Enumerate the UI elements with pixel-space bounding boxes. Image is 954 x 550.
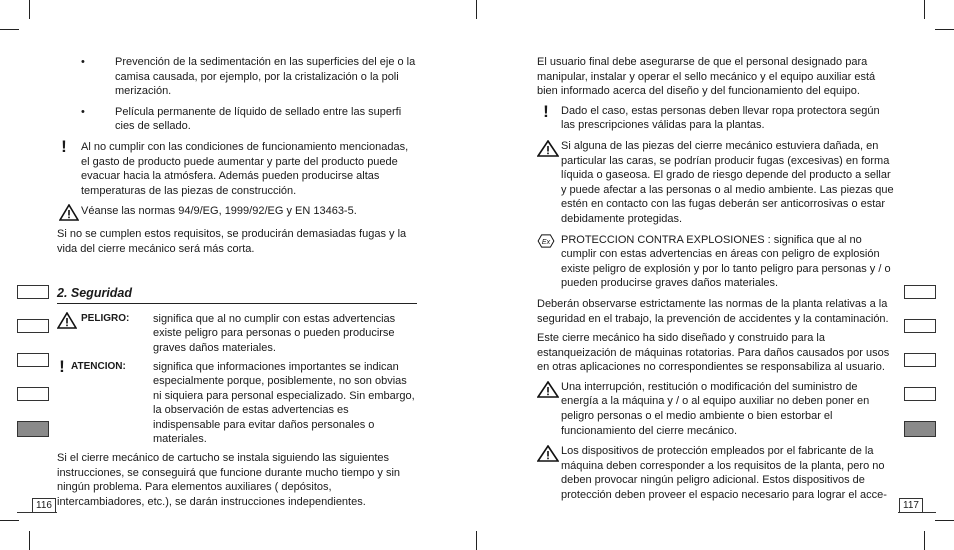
warning-note bbox=[537, 380, 896, 438]
chapter-tab bbox=[17, 285, 49, 299]
note-text: Una interrupción, restitución o modificación del suministro de energía a la máquina y / o al equipo auxiliar no deben poner en peligro personas o el medio ambiente o bien estorbar el funcionamiento del cierre mecánico. bbox=[561, 380, 870, 437]
ex-hexagon-icon bbox=[537, 234, 555, 253]
chapter-tab bbox=[904, 387, 936, 401]
chapter-tab bbox=[904, 285, 936, 299]
body-paragraph: Si no se cumplen estos requisitos, se producirán demasiadas fugas y la vida del cierre mecánico será más corta. bbox=[57, 227, 407, 255]
note-text: Si alguna de las piezas del cierre mecánico estuviera dañada, en particular las caras, se podrían producir fugas (excesivas) en forma líquida o gaseosa. El grado de riesgo depende del producto a sellar y puede afectar a las personas o al medio ambiente. Las piezas que estén en contacto con las fugas deberán ser anticorrosivas o estar debidamente protegidas. bbox=[561, 139, 894, 225]
note-text: PROTECCION CONTRA EXPLOSIONES : significa que al no cumplir con estas advertencias en áreas con peligro de explosión existe peligro de explosión y por lo tanto peligro para personas y / o pueden producirse graves daños materiales. bbox=[561, 233, 891, 290]
warning-note bbox=[537, 139, 896, 227]
definition-term bbox=[57, 312, 153, 335]
crop-mark bbox=[476, 0, 477, 19]
attention-note bbox=[537, 101, 896, 133]
bullet-dot: • bbox=[81, 105, 85, 118]
page-number: 117 bbox=[899, 498, 923, 513]
exclamation-icon: ! bbox=[61, 136, 67, 156]
crop-mark bbox=[29, 0, 30, 19]
crop-mark bbox=[0, 29, 19, 30]
crop-mark bbox=[924, 0, 925, 19]
section-title: 2. Seguridad bbox=[57, 286, 417, 304]
crop-mark bbox=[0, 520, 19, 521]
crop-mark bbox=[935, 29, 954, 30]
attention-note bbox=[57, 136, 417, 198]
page-number: 116 bbox=[32, 498, 56, 513]
crop-mark bbox=[935, 520, 954, 521]
ex-symbol-text: Ex bbox=[541, 238, 551, 246]
warning-triangle-icon bbox=[57, 312, 77, 335]
warning-triangle-icon bbox=[537, 381, 559, 403]
body-paragraph: Este cierre mecánico ha sido diseñado y construido para la estanqueización de máquinas rotatorias. Para daños causados por usos en otras aplicaciones no correspondientes se responsabiliza al usuario. bbox=[537, 332, 890, 374]
left-chapter-tabs bbox=[17, 285, 49, 457]
chapter-tab bbox=[17, 319, 49, 333]
list-item bbox=[57, 55, 417, 99]
definition-atencion bbox=[57, 356, 417, 448]
body-paragraph: Si el cierre mecánico de cartucho se instala siguiendo las siguientes instrucciones, se conseguirá que funcione durante mucho tiempo y sin ningún problema. Para elementos auxiliares ( depósitos, intercambiadores, etc.), se darán instrucciones independientes. bbox=[57, 452, 401, 508]
right-chapter-tabs bbox=[904, 285, 936, 457]
note-text: Los dispositivos de protección empleados por el fabricante de la máquina deben corresponder a los requisitos de la planta, pero no deben provocar ningún peligro adicional. Estos dispositivos de protección deben proveer el espacio necesario para lograr el acce- bbox=[561, 445, 887, 502]
note-text: Véanse las normas 94/9/EG, 1999/92/EG y EN 13463-5. bbox=[81, 205, 357, 218]
warning-note bbox=[537, 444, 896, 502]
page-number-rule bbox=[17, 512, 57, 513]
note-text: Al no cumplir con las condiciones de funcionamiento mencionadas, el gasto de producto puede aumentar y parte del producto puede evacuar hacia la atmósfera. Además pueden producirse altas temperaturas de las piezas de construcción. bbox=[81, 140, 409, 197]
chapter-tab bbox=[904, 353, 936, 367]
definition-list bbox=[57, 312, 417, 447]
right-page bbox=[537, 55, 896, 509]
warning-triangle-icon bbox=[537, 445, 559, 467]
bullet-dot: • bbox=[81, 56, 85, 68]
page-number-rule bbox=[898, 512, 936, 513]
warning-note bbox=[57, 204, 417, 219]
exclamation-icon: ! bbox=[59, 356, 65, 376]
chapter-tab bbox=[904, 319, 936, 333]
crop-mark bbox=[29, 531, 30, 550]
warning-triangle-icon bbox=[59, 204, 79, 226]
explosion-note bbox=[537, 233, 896, 291]
body-paragraph: El usuario final debe asegurarse de que el personal designado para manipular, instalar y operar el sello mecánico y el equipo auxiliar está bien informado acerca del diseño y del funcionamiento del equipo. bbox=[537, 56, 876, 98]
chapter-tab bbox=[17, 387, 49, 401]
list-item bbox=[57, 105, 417, 134]
bullet-text: Prevención de la sedimentación en las superficies del eje o la camisa causada, por ejemplo, por la cristalización o la poli merización. bbox=[115, 56, 416, 98]
note-text: Dado el caso, estas personas deben llevar ropa protectora según las prescripciones válidas para la plantas. bbox=[561, 104, 880, 132]
exclamation-icon: ! bbox=[543, 101, 549, 121]
term-label: PELIGRO: bbox=[81, 312, 130, 324]
chapter-tab-active bbox=[904, 421, 936, 437]
definition-desc: significa que informaciones importantes se indican especialmente porque, posiblemente, no son obvias ni siquiera para personal especializado. Sin embargo, la observación de estas advertencias es indispensable para evitar daños personales o materiales. bbox=[153, 360, 415, 446]
warning-triangle-icon bbox=[537, 140, 559, 162]
bullet-text: Película permanente de líquido de sellado entre las superfi cies de sellado. bbox=[115, 105, 402, 133]
crop-mark bbox=[476, 531, 477, 550]
body-paragraph: Deberán observarse estrictamente las normas de la planta relativas a la seguridad en el trabajo, la prevención de accidentes y la contaminación. bbox=[537, 297, 889, 325]
left-page bbox=[57, 55, 417, 514]
term-label: ATENCION: bbox=[71, 360, 126, 372]
definition-peligro bbox=[57, 312, 417, 356]
chapter-tab-active bbox=[17, 421, 49, 437]
definition-term bbox=[57, 356, 153, 376]
crop-mark bbox=[924, 531, 925, 550]
definition-desc: significa que al no cumplir con estas advertencias existe peligro para personas o pueden producirse graves daños materiales. bbox=[153, 312, 396, 354]
chapter-tab bbox=[17, 353, 49, 367]
